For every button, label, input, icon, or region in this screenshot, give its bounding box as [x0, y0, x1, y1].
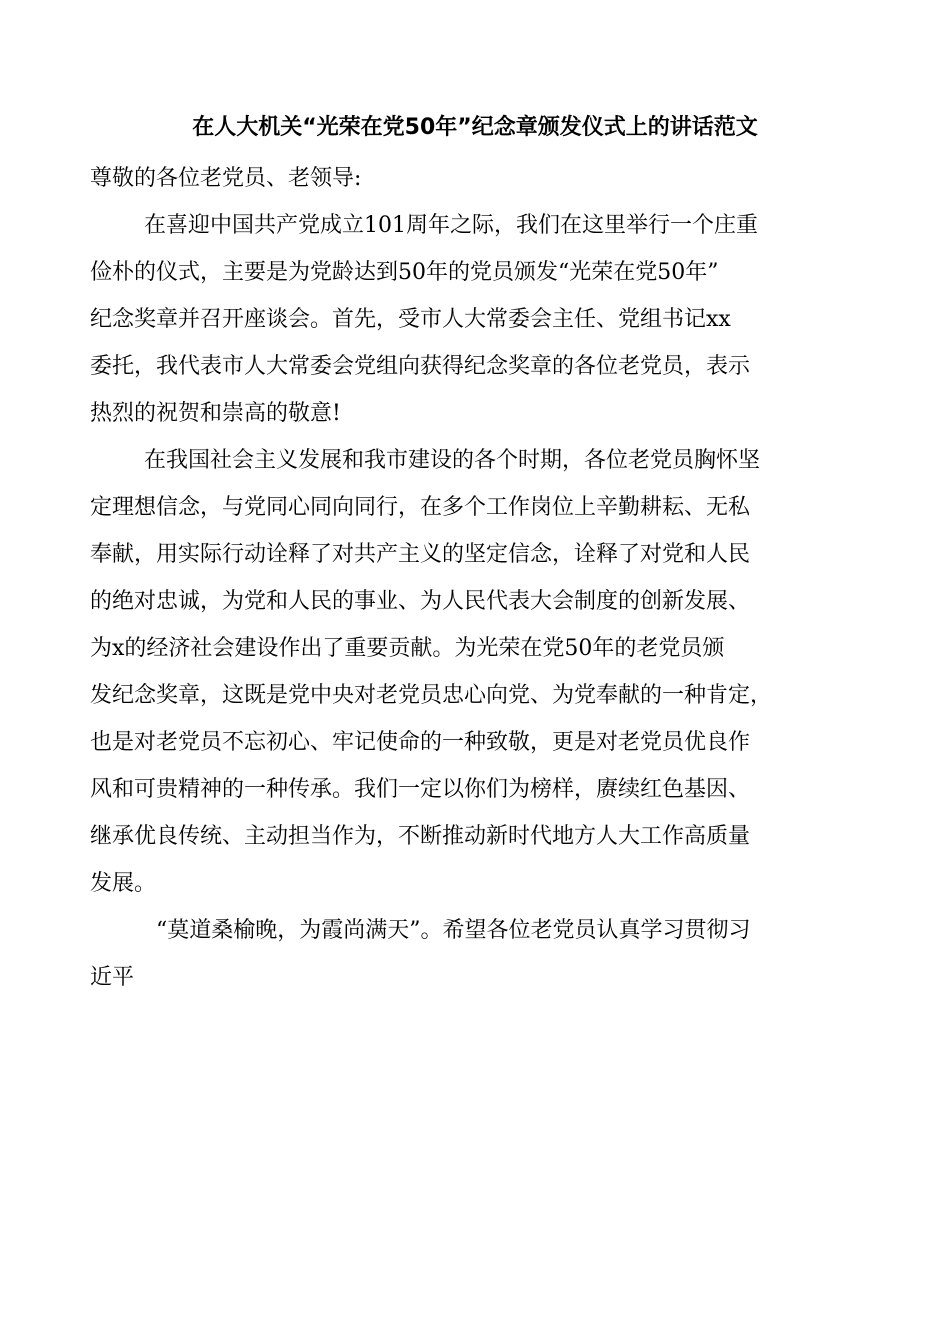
paragraph-1-line-2: 俭朴的仪式，主要是为党龄达到50年的党员颁发“光荣在党50年” — [90, 260, 719, 285]
paragraph-3-line-2: 近平 — [90, 965, 135, 990]
paragraph-1-line-5: 热烈的祝贺和崇高的敬意! — [90, 401, 341, 426]
paragraph-2-line-5: 为x的经济社会建设作出了重要贡献。为光荣在党50年的老党员颁 — [90, 636, 725, 661]
paragraph-2-line-3: 奉献，用实际行动诠释了对共产主义的坚定信念，诠释了对党和人民 — [90, 542, 751, 567]
paragraph-2-line-6: 发纪念奖章，这既是党中央对老党员忠心向党、为党奉献的一种肯定， — [90, 683, 773, 708]
paragraph-2-line-4: 的绝对忠诚，为党和人民的事业、为人民代表大会制度的创新发展、 — [90, 589, 751, 614]
paragraph-1-line-4: 委托，我代表市人大常委会党组向获得纪念奖章的各位老党员，表示 — [90, 354, 751, 379]
paragraph-3-line-1: “莫道桑榆晚，为霞尚满天”。希望各位老党员认真学习贯彻习 — [156, 918, 751, 943]
document-body — [90, 155, 865, 1001]
paragraph-2-line-10: 发展。 — [90, 871, 157, 896]
paragraph-2-line-2: 定理想信念，与党同心同向同行，在多个工作岗位上辛勤耕耘、无私 — [90, 495, 751, 520]
salutation-line: 尊敬的各位老党员、老领导: — [90, 166, 362, 191]
paragraph-2-line-9: 继承优良传统、主动担当作为，不断推动新时代地方人大工作高质量 — [90, 824, 751, 849]
paragraph-2-line-1: 在我国社会主义发展和我市建设的各个时期，各位老党员胸怀坚 — [144, 448, 761, 473]
paragraph-1-line-1: 在喜迎中国共产党成立101周年之际，我们在这里举行一个庄重 — [144, 213, 758, 238]
paragraph-2-line-7: 也是对老党员不忘初心、牢记使命的一种致敬，更是对老党员优良作 — [90, 730, 751, 755]
document-title: 在人大机关“光荣在党50年”纪念章颁发仪式上的讲话范文 — [192, 115, 758, 140]
paragraph-2-line-8: 风和可贵精神的一种传承。我们一定以你们为榜样，赓续红色基因、 — [90, 777, 751, 802]
paragraph-1-line-3: 纪念奖章并召开座谈会。首先，受市人大常委会主任、党组书记xx — [90, 307, 731, 332]
